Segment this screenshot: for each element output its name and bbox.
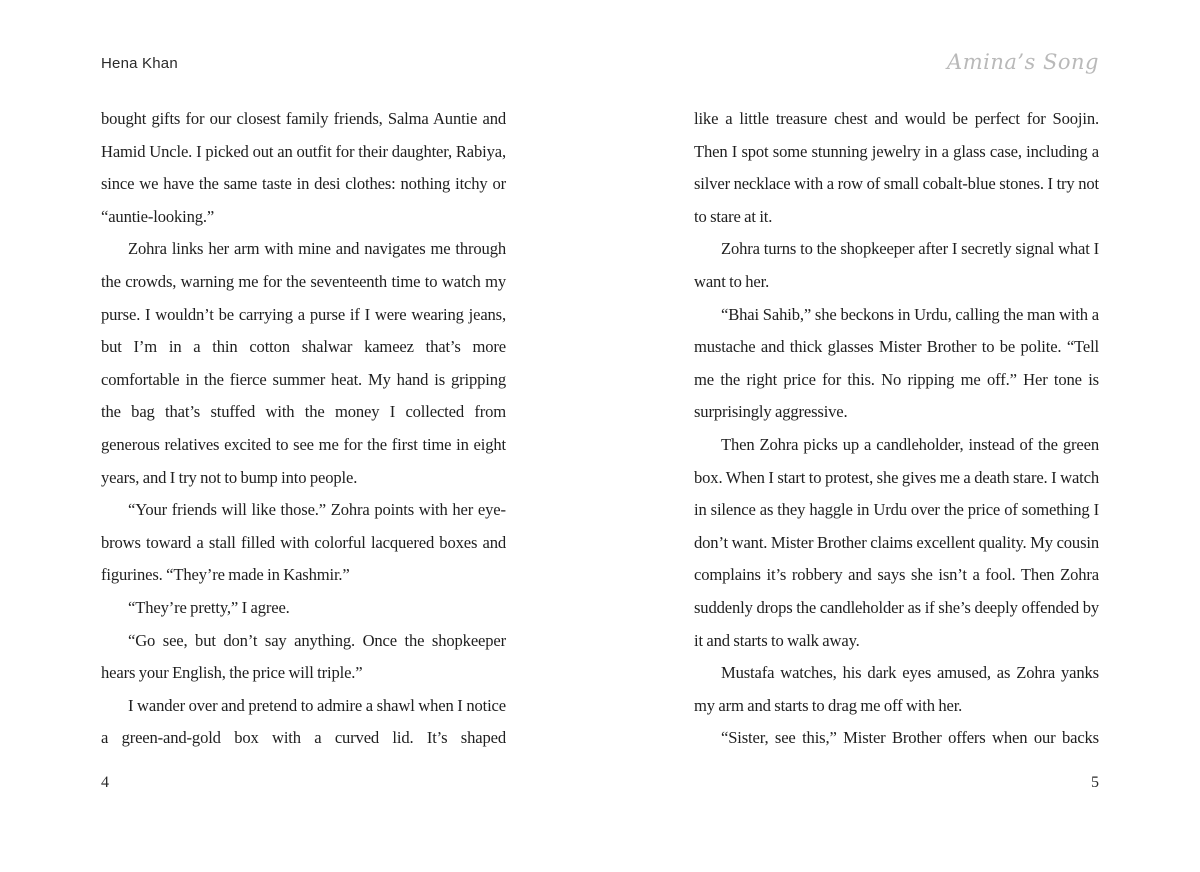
running-head-title: Amina’s Song: [947, 50, 1099, 74]
paragraph: bought gifts for our closest family friends, Salma Auntie and Hamid Uncle. I picked out an outfit for their daughter, Rabiya, since we have the same taste in desi clothes: nothing itchy or “auntie-looking.”: [101, 109, 506, 226]
paragraph: “Your friends will like those.” Zohra points with her eyebrows toward a stall filled with colorful lacquered boxes and figurines. “They’re made in Kashmir.”: [101, 500, 506, 585]
paragraph: like a little treasure chest and would be perfect for Soojin. Then I spot some stunning jewelry in a glass case, including a silver necklace with a row of small cobalt-blue stones. I try not to stare at it.: [694, 109, 1099, 226]
page-number: 5: [1091, 774, 1099, 791]
paragraph: “Bhai Sahib,” she beckons in Urdu, calling the man with a mustache and thick glasses Mister Brother to be polite. “Tell me the right price for this. No ripping me off.” Her tone is surprisingly aggressive.: [694, 304, 1099, 422]
paragraph: Mustafa watches, his dark eyes amused, as Zohra yanks my arm and starts to drag me off with her.: [694, 663, 1099, 715]
paragraph: Then Zohra picks up a candleholder, instead of the green box. When I start to protest, she gives me a death stare. I watch in silence as they haggle in Urdu over the price of something I don’t want. Mister Brother claims excellent quality. My cousin complains it’s robbery and says she isn’t a fool. Then Zohra suddenly drops the candleholder as if she’s deeply offended by it and starts to walk away.: [694, 434, 1099, 650]
left-page: [101, 0, 506, 872]
paragraph: Zohra turns to the shopkeeper after I secretly signal what I want to her.: [694, 239, 1099, 291]
paragraph: Zohra links her arm with mine and navigates me through the crowds, warning me for the seventeenth time to watch my purse. I wouldn’t be carrying a purse if I were wearing jeans, but I’m in a thin cotton shalwar kameez that’s more comfortable in the fierce summer heat. My hand is gripping the bag that’s stuffed with the money I collected from generous relatives excited to see me for the first time in eight years, and I try not to bump into people.: [101, 239, 506, 487]
paragraph: “Go see, but don’t say anything. Once the shopkeeper hears your English, the price will triple.”: [101, 630, 506, 683]
page-number: 4: [101, 774, 109, 791]
paragraph: “They’re pretty,” I agree.: [128, 597, 290, 617]
right-page-body: [694, 103, 1099, 755]
left-page-body: [101, 103, 506, 755]
paragraph: I wander over and pretend to admire a shawl when I notice a green-and-gold box with a curved lid. It’s shaped: [101, 695, 506, 748]
running-head-author: Hena Khan: [101, 55, 178, 72]
right-page: [694, 0, 1099, 872]
paragraph: “Sister, see this,” Mister Brother offers when our backs: [721, 728, 1099, 748]
